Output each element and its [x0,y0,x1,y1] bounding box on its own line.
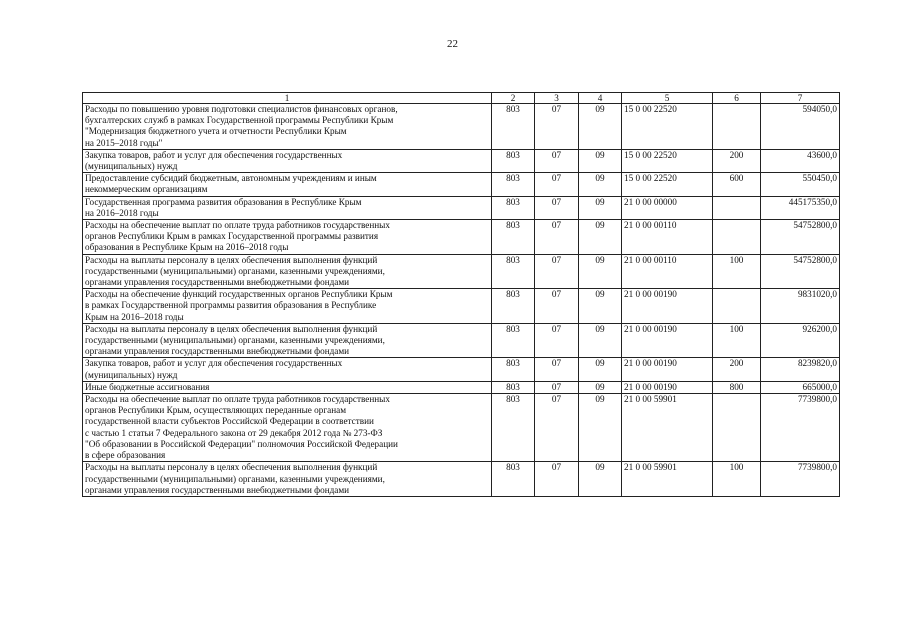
expense-type-cell: 800 [713,381,761,393]
row-name-line: Расходы на обеспечение функций государственных органов Республики Крым [85,289,393,300]
row-name-line: органов Республики Крым, осуществляющих переданные органам [85,405,347,416]
expense-type-cell: 100 [713,462,761,497]
expense-type-cell: 200 [713,358,761,381]
row-name-line: в сфере образования [85,450,166,461]
budget-table [82,92,840,497]
table-row [83,289,840,324]
table-row [83,220,840,255]
row-name-line: на 2016–2018 годы [85,207,159,218]
grbs-code-cell: 803 [492,149,535,172]
row-name-cell [83,220,492,255]
row-name-line: "Модернизация бюджетного учета и отчетности Республики Крым [85,126,347,137]
table-header-row [83,93,840,104]
header-col-3: 3 [535,93,579,104]
header-col-4: 4 [579,93,622,104]
expense-type-cell [713,220,761,255]
amount-cell: 54752800,0 [761,220,840,255]
target-article-cell: 21 0 00 00190 [622,289,713,324]
row-name-line: органами управления государственными внебюджетными фондами [85,346,350,357]
row-name-line: (муниципальных) нужд [85,369,178,380]
table-row [83,358,840,381]
subsection-code-cell: 09 [579,381,622,393]
grbs-code-cell: 803 [492,254,535,289]
table-row [83,462,840,497]
row-name-line: образования в Республике Крым на 2016–2018 годы [85,242,289,253]
row-name-line: Расходы на выплаты персоналу в целях обеспечения выполнения функций [85,323,378,334]
page-number: 22 [447,38,458,50]
row-name-line: Расходы на обеспечение выплат по оплате труда работников государственных [85,394,390,405]
target-article-cell: 21 0 00 00000 [622,196,713,219]
amount-cell: 926200,0 [761,323,840,358]
row-name-line: Расходы на выплаты персоналу в целях обеспечения выполнения функций [85,462,378,473]
row-name-cell [83,394,492,462]
grbs-code-cell: 803 [492,289,535,324]
table-row [83,196,840,219]
grbs-code-cell: 803 [492,196,535,219]
grbs-code-cell: 803 [492,394,535,462]
subsection-code-cell: 09 [579,149,622,172]
table-row [83,254,840,289]
section-code-cell: 07 [535,289,579,324]
subsection-code-cell: 09 [579,323,622,358]
amount-cell: 594050,0 [761,104,840,150]
target-article-cell: 21 0 00 59901 [622,462,713,497]
row-name-cell [83,323,492,358]
row-name-line: некоммерческим организациям [85,184,208,195]
section-code-cell: 07 [535,104,579,150]
amount-cell: 9831020,0 [761,289,840,324]
expense-type-cell [713,394,761,462]
target-article-cell: 21 0 00 00190 [622,358,713,381]
row-name-line: Расходы на выплаты персоналу в целях обеспечения выполнения функций [85,254,378,265]
subsection-code-cell: 09 [579,289,622,324]
subsection-code-cell: 09 [579,462,622,497]
target-article-cell: 21 0 00 00190 [622,381,713,393]
section-code-cell: 07 [535,358,579,381]
grbs-code-cell: 803 [492,104,535,150]
table-body [83,93,840,497]
amount-cell: 445175350,0 [761,196,840,219]
amount-cell: 8239820,0 [761,358,840,381]
row-name-line: государственными (муниципальными) органами, казенными учреждениями, [85,473,385,484]
table-row [83,104,840,150]
row-name-line: Закупка товаров, работ и услуг для обеспечения государственных [85,149,343,160]
target-article-cell: 15 0 00 22520 [622,173,713,196]
row-name-line: Закупка товаров, работ и услуг для обеспечения государственных [85,358,343,369]
row-name-cell [83,254,492,289]
amount-cell: 665000,0 [761,381,840,393]
grbs-code-cell: 803 [492,323,535,358]
section-code-cell: 07 [535,196,579,219]
amount-cell: 550450,0 [761,173,840,196]
table-row [83,394,840,462]
table-row [83,149,840,172]
row-name-cell [83,289,492,324]
row-name-cell [83,196,492,219]
header-col-6: 6 [713,93,761,104]
target-article-cell: 15 0 00 22520 [622,104,713,150]
section-code-cell: 07 [535,323,579,358]
section-code-cell: 07 [535,394,579,462]
grbs-code-cell: 803 [492,220,535,255]
expense-type-cell: 600 [713,173,761,196]
table-row [83,323,840,358]
expense-type-cell: 100 [713,323,761,358]
expense-type-cell [713,104,761,150]
section-code-cell: 07 [535,149,579,172]
row-name-line: органов Республики Крым в рамках Государственной программы развития [85,231,379,242]
subsection-code-cell: 09 [579,220,622,255]
row-name-cell [83,358,492,381]
row-name-line: Иные бюджетные ассигнования [85,381,210,392]
row-name-line: (муниципальных) нужд [85,161,178,172]
target-article-cell: 21 0 00 00190 [622,323,713,358]
subsection-code-cell: 09 [579,173,622,196]
section-code-cell: 07 [535,220,579,255]
row-name-line: на 2015–2018 годы" [85,137,163,148]
row-name-line: органами управления государственными внебюджетными фондами [85,484,350,495]
subsection-code-cell: 09 [579,358,622,381]
grbs-code-cell: 803 [492,173,535,196]
row-name-cell [83,104,492,150]
row-name-line: Расходы по повышению уровня подготовки специалистов финансовых органов, [85,104,398,114]
grbs-code-cell: 803 [492,381,535,393]
section-code-cell: 07 [535,254,579,289]
row-name-line: Предоставление субсидий бюджетным, автономным учреждениям и иным [85,173,377,184]
subsection-code-cell: 09 [579,254,622,289]
subsection-code-cell: 09 [579,104,622,150]
expense-type-cell [713,196,761,219]
expense-type-cell: 100 [713,254,761,289]
amount-cell: 43600,0 [761,149,840,172]
target-article-cell: 21 0 00 59901 [622,394,713,462]
row-name-cell [83,381,492,393]
row-name-line: государственными (муниципальными) органами, казенными учреждениями, [85,335,385,346]
row-name-line: государственной власти субъектов Российской Федерации в соответствии [85,416,374,427]
amount-cell: 7739800,0 [761,462,840,497]
header-col-2: 2 [492,93,535,104]
row-name-line: Крым на 2016–2018 годы [85,311,184,322]
row-name-line: в рамках Государственной программы развития образования в Республике [85,300,377,311]
target-article-cell: 21 0 00 00110 [622,220,713,255]
section-code-cell: 07 [535,462,579,497]
section-code-cell: 07 [535,173,579,196]
row-name-cell [83,149,492,172]
row-name-cell [83,462,492,497]
row-name-line: бухгалтерских служб в рамках Государственной программы Республики Крым [85,115,394,126]
row-name-line: Расходы на обеспечение выплат по оплате труда работников государственных [85,220,390,231]
target-article-cell: 21 0 00 00110 [622,254,713,289]
grbs-code-cell: 803 [492,358,535,381]
row-name-line: "Об образовании в Российской Федерации" полномочия Российской Федерации [85,438,398,449]
amount-cell: 54752800,0 [761,254,840,289]
expense-type-cell: 200 [713,149,761,172]
grbs-code-cell: 803 [492,462,535,497]
row-name-cell [83,173,492,196]
table-row [83,381,840,393]
header-col-7: 7 [761,93,840,104]
subsection-code-cell: 09 [579,394,622,462]
section-code-cell: 07 [535,381,579,393]
header-col-5: 5 [622,93,713,104]
row-name-line: органами управления государственными внебюджетными фондами [85,277,350,288]
subsection-code-cell: 09 [579,196,622,219]
row-name-line: государственными (муниципальными) органами, казенными учреждениями, [85,265,385,276]
table-row [83,173,840,196]
row-name-line: Государственная программа развития образования в Республике Крым [85,196,362,207]
header-col-1: 1 [83,93,492,104]
amount-cell: 7739800,0 [761,394,840,462]
target-article-cell: 15 0 00 22520 [622,149,713,172]
expense-type-cell [713,289,761,324]
row-name-line: с частью 1 статьи 7 Федерального закона от 29 декабря 2012 года № 273-ФЗ [85,427,383,438]
